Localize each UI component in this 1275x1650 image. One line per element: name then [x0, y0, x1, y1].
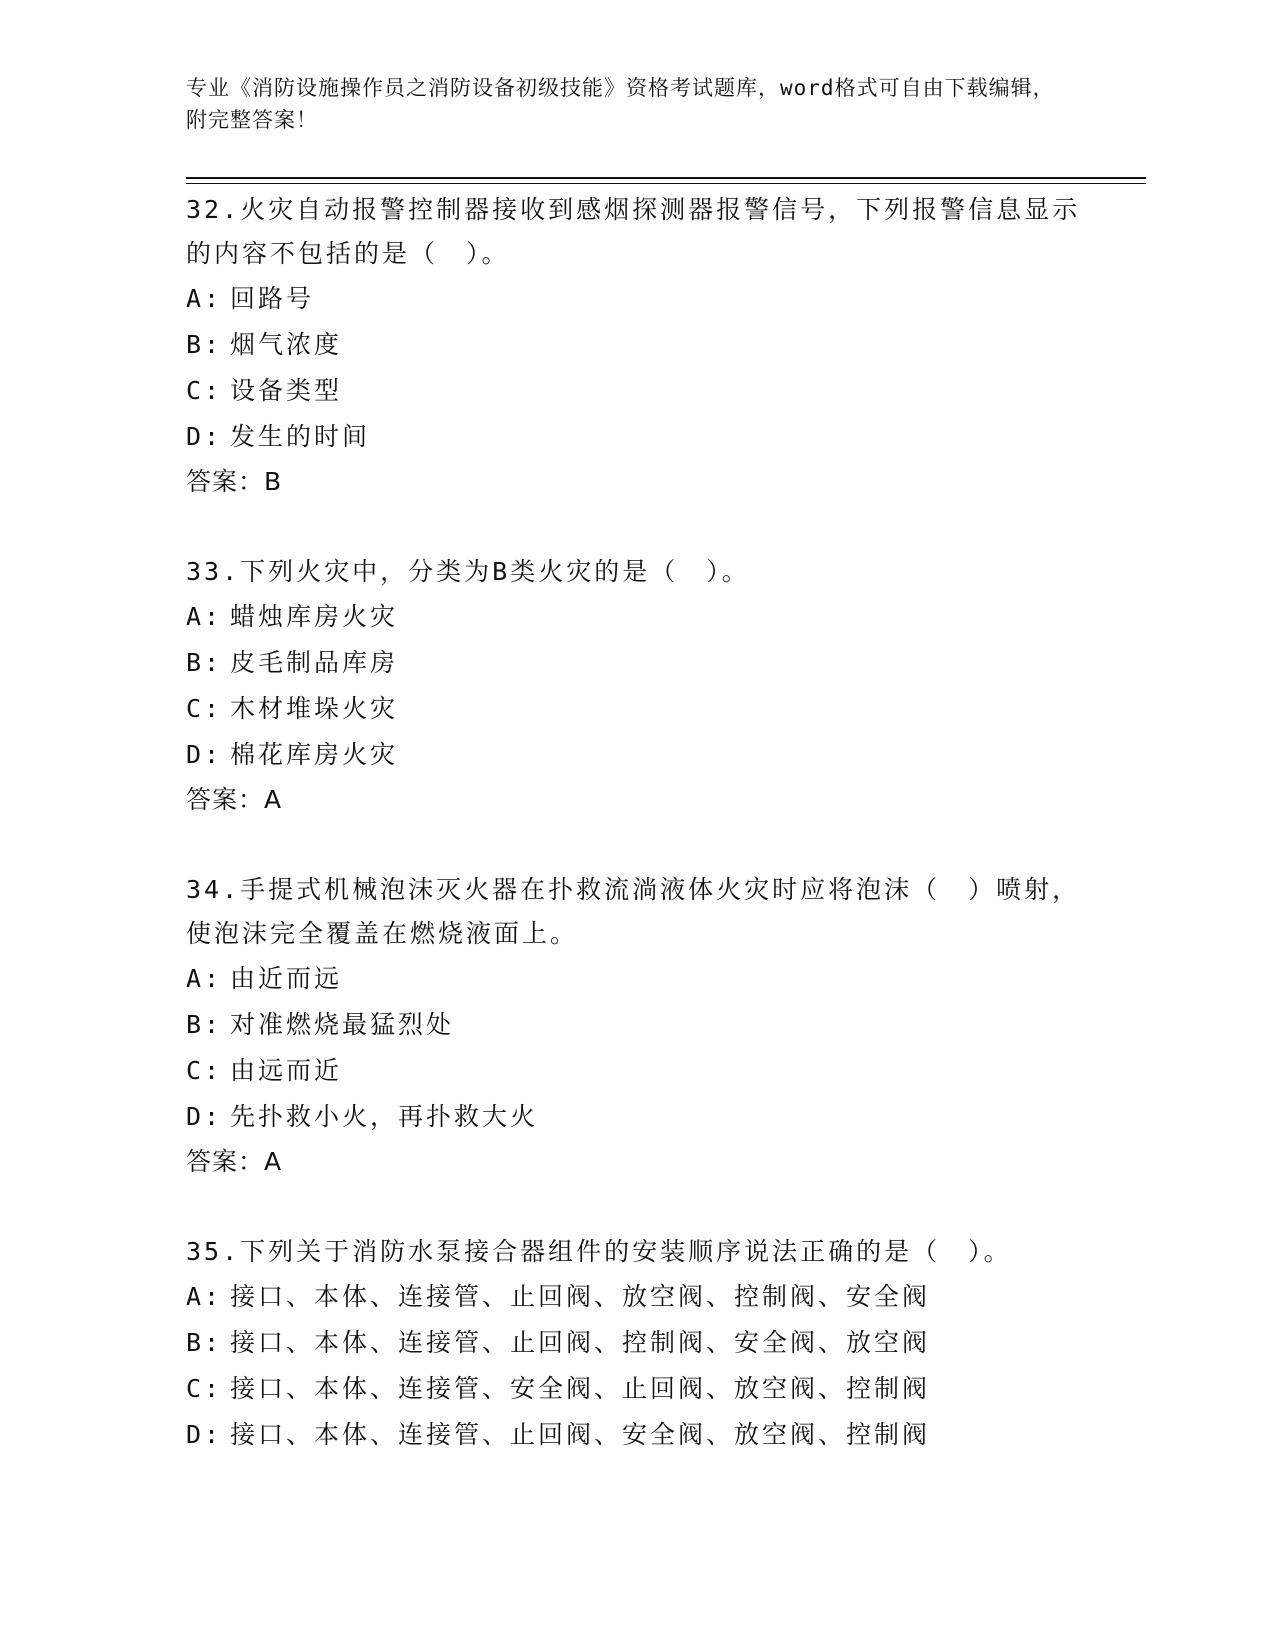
question-text: 34.手提式机械泡沫灭火器在扑救流淌液体火灾时应将泡沫（ ）喷射，使泡沫完全覆盖在燃烧液面上。 — [186, 875, 1081, 948]
option-text: 对准燃烧最猛烈处 — [230, 1010, 455, 1039]
option-text: 木材堆垛火灾 — [230, 694, 399, 723]
answer-text: 答案：A — [186, 785, 283, 814]
question-33 — [186, 550, 1086, 822]
option-d — [186, 1412, 1086, 1458]
option-text: 先扑救小火，再扑救大火 — [230, 1102, 539, 1131]
option-text: 设备类型 — [230, 376, 343, 405]
option-c — [186, 1366, 1086, 1412]
option-text: 皮毛制品库房 — [230, 648, 399, 677]
option-c — [186, 686, 1086, 732]
option-b — [186, 322, 1086, 368]
option-text: 接口、本体、连接管、止回阀、控制阀、安全阀、放空阀 — [230, 1328, 931, 1357]
option-c — [186, 368, 1086, 414]
header-divider-thin — [186, 183, 1146, 184]
option-key: A: — [186, 1282, 223, 1311]
option-a — [186, 956, 1086, 1002]
option-d — [186, 414, 1086, 460]
option-key: C: — [186, 694, 223, 723]
option-key: B: — [186, 1010, 223, 1039]
option-text: 接口、本体、连接管、止回阀、放空阀、控制阀、安全阀 — [230, 1282, 931, 1311]
option-a — [186, 1274, 1086, 1320]
option-key: A: — [186, 284, 223, 313]
option-key: B: — [186, 648, 223, 677]
option-text: 回路号 — [230, 284, 315, 313]
option-key: C: — [186, 1374, 223, 1403]
question-text: 32.火灾自动报警控制器接收到感烟探测器报警信号，下列报警信息显示的内容不包括的是（ ）。 — [186, 195, 1081, 268]
option-b — [186, 640, 1086, 686]
option-text: 接口、本体、连接管、安全阀、止回阀、放空阀、控制阀 — [230, 1374, 931, 1403]
option-key: D: — [186, 1420, 223, 1449]
option-b — [186, 1320, 1086, 1366]
answer-text: 答案：A — [186, 1147, 283, 1176]
option-text: 由远而近 — [230, 1056, 343, 1085]
option-d — [186, 732, 1086, 778]
option-a — [186, 276, 1086, 322]
option-key: D: — [186, 740, 223, 769]
option-key: C: — [186, 376, 223, 405]
option-key: B: — [186, 330, 223, 359]
answer-text: 答案：B — [186, 467, 283, 496]
option-text: 发生的时间 — [230, 422, 371, 451]
option-key: A: — [186, 602, 223, 631]
option-c — [186, 1048, 1086, 1094]
header-divider-thick — [186, 177, 1146, 179]
question-32 — [186, 188, 1086, 504]
option-key: B: — [186, 1328, 223, 1357]
question-text: 35.下列关于消防水泵接合器组件的安装顺序说法正确的是（ ）。 — [186, 1237, 1012, 1266]
option-a — [186, 594, 1086, 640]
option-text: 蜡烛库房火灾 — [230, 602, 399, 631]
option-text: 烟气浓度 — [230, 330, 343, 359]
option-key: D: — [186, 1102, 223, 1131]
option-key: C: — [186, 1056, 223, 1085]
option-text: 接口、本体、连接管、止回阀、安全阀、放空阀、控制阀 — [230, 1420, 931, 1449]
document-header: 专业《消防设施操作员之消防设备初级技能》资格考试题库，word格式可自由下载编辑，附完整答案！ — [186, 76, 1055, 132]
question-list — [186, 188, 1086, 1504]
option-b — [186, 1002, 1086, 1048]
option-key: A: — [186, 964, 223, 993]
option-text: 由近而远 — [230, 964, 343, 993]
question-34 — [186, 868, 1086, 1184]
question-35 — [186, 1230, 1086, 1458]
option-d — [186, 1094, 1086, 1140]
question-text: 33.下列火灾中，分类为B类火灾的是（ ）。 — [186, 557, 750, 586]
option-key: D: — [186, 422, 223, 451]
option-text: 棉花库房火灾 — [230, 740, 399, 769]
